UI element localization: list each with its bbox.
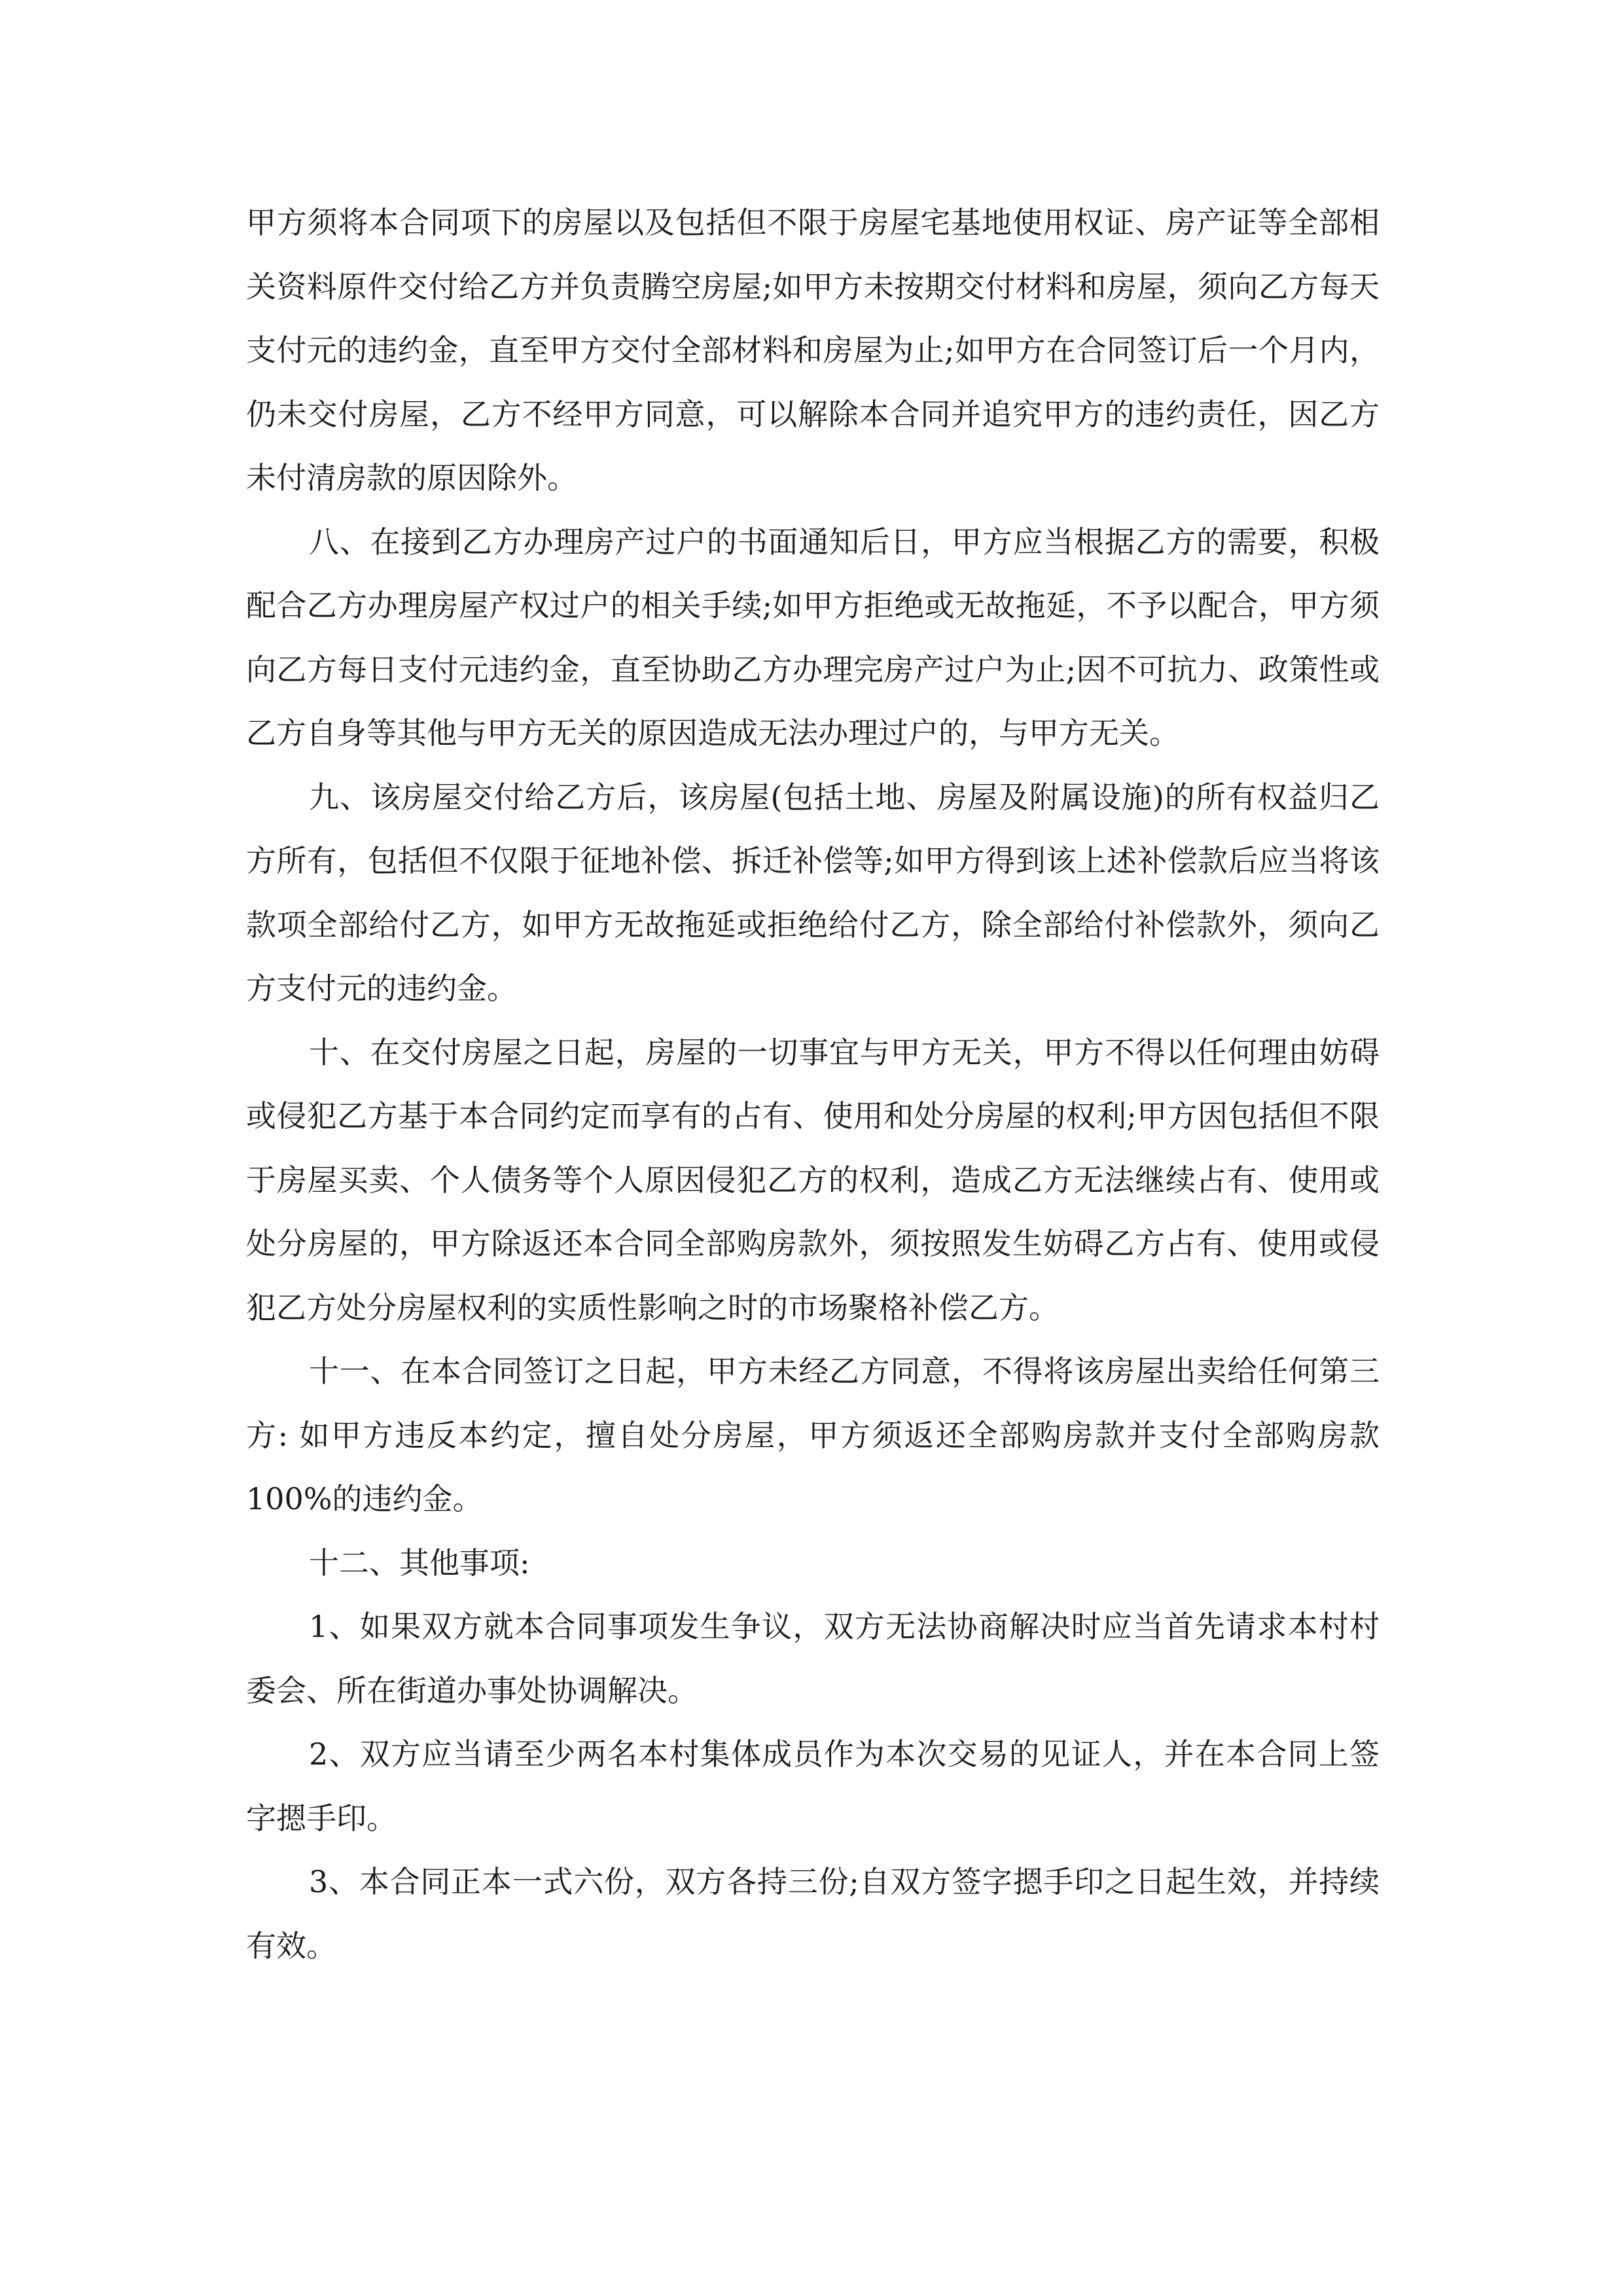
paragraph-clause-10: 十、在交付房屋之日起，房屋的一切事宜与甲方无关，甲方不得以任何理由妨碍或侵犯乙方基于本合同约定而享有的占有、使用和处分房屋的权利;甲方因包括但不限于房屋买卖、个人债务等个人原因侵犯乙方的权利，造成乙方无法继续占有、使用或处分房屋的，甲方除返还本合同全部购房款外，须按照发生妨碍乙方占有、使用或侵犯乙方处分房屋权利的实质性影响之时的市场聚格补偿乙方。 [246,1034,1380,1325]
paragraph-clause-8: 八、在接到乙方办理房产过户的书面通知后日，甲方应当根据乙方的需要，积极配合乙方办理房屋产权过户的相关手续;如甲方拒绝或无故拖延，不予以配合，甲方须向乙方每日支付元违约金，直至协助乙方办理完房产过户为止;因不可抗力、政策性或乙方自身等其他与甲方无关的原因造成无法办理过户的，与甲方无关。 [246,524,1380,751]
paragraph-clause-11: 十一、在本合同签订之日起，甲方未经乙方同意，不得将该房屋出卖给任何第三方: 如甲方违反本约定，擅自处分房屋，甲方须返还全部购房款并支付全部购房款 100%的违约金。 [246,1354,1380,1516]
paragraph-item-2: 2、双方应当请至少两名本村集体成员作为本次交易的见证人，并在本合同上签字摁手印。 [246,1736,1380,1836]
paragraph-clause-12-heading: 十二、其他事项: [309,1545,530,1581]
paragraph-item-3: 3、本合同正本一式六份，双方各持三份;自双方签字摁手印之日起生效，并持续有效。 [246,1864,1380,1964]
paragraph-continuation: 甲方须将本合同项下的房屋以及包括但不限于房屋宅基地使用权证、房产证等全部相关资料原件交付给乙方并负责腾空房屋;如甲方未按期交付材料和房屋，须向乙方每天支付元的违约金，直至甲方交付全部材料和房屋为止;如甲方在合同签订后一个月内，仍未交付房屋，乙方不经甲方同意，可以解除本合同并追究甲方的违约责任，因乙方未付清房款的原因除外。 [246,205,1380,495]
contract-body [246,191,1380,1978]
paragraph-item-1: 1、如果双方就本合同事项发生争议，双方无法协商解决时应当首先请求本村村委会、所在街道办事处协调解决。 [246,1609,1380,1708]
paragraph-clause-9: 九、该房屋交付给乙方后，该房屋(包括土地、房屋及附属设施)的所有权益归乙方所有，包括但不仅限于征地补偿、拆迁补偿等;如甲方得到该上述补偿款后应当将该款项全部给付乙方，如甲方无故拖延或拒绝给付乙方，除全部给付补偿款外，须向乙方支付元的违约金。 [246,779,1380,1006]
